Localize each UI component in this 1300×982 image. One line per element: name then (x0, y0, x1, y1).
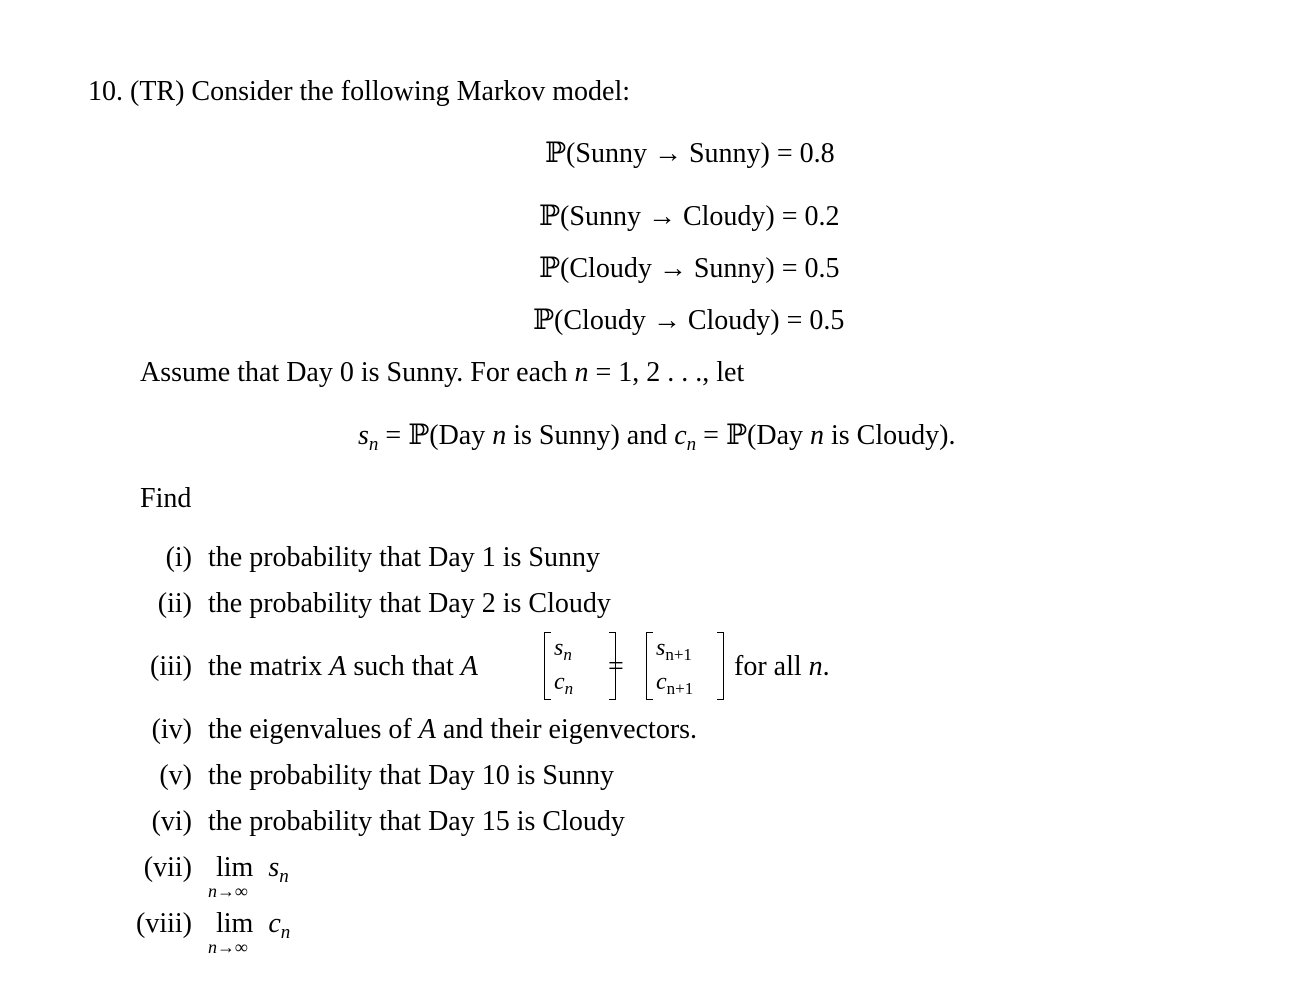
item-text-part: and their eigenvectors. (435, 714, 698, 745)
item-label: (vi) (151, 806, 192, 837)
assumption-part: = 1, 2 . . ., let (588, 357, 745, 388)
variable-c: c (656, 669, 667, 695)
problem-heading (88, 78, 630, 106)
transition-value: = 0.8 (776, 138, 835, 169)
definition-part: = ℙ(Day (696, 420, 810, 451)
vector-entry-bottom (554, 669, 574, 698)
transition-lhs: ℙ(Cloudy → Sunny) (539, 253, 775, 284)
item-label: (ii) (157, 588, 192, 619)
item-label: (v) (159, 760, 192, 791)
variable-c: c (674, 420, 687, 451)
subscript-n: n (280, 922, 291, 943)
transition-value: = 0.2 (781, 201, 840, 232)
item-text-part: . (822, 651, 830, 682)
variable-s: s (554, 635, 564, 661)
assumption-text (140, 359, 744, 387)
item-text-part: the matrix (208, 651, 330, 682)
item-viii (0, 910, 1300, 960)
item-text: the probability that Day 15 is Cloudy (208, 806, 625, 837)
lim-text: lim (216, 852, 254, 883)
item-text: the probability that Day 10 is Sunny (208, 760, 614, 791)
limit-operator (208, 908, 254, 957)
transition-lhs: ℙ(Sunny → Sunny) (545, 138, 770, 169)
item-text-part: for all (734, 651, 809, 682)
item-label: (vii) (143, 852, 192, 883)
vector-entry-bottom (656, 669, 694, 698)
right-bracket (717, 632, 724, 700)
definition-part: = ℙ(Day (378, 420, 493, 451)
subscript-n: n (368, 434, 379, 455)
item-label: (iv) (151, 714, 192, 745)
transition-lhs: ℙ(Sunny → Cloudy) (539, 201, 775, 232)
variable-s: s (268, 852, 280, 883)
problem-intro: (TR) Consider the following Markov model: (130, 76, 631, 107)
transition-sunny-cloudy (539, 203, 840, 231)
variable-A: A (460, 651, 478, 682)
transition-lhs: ℙ(Cloudy → Cloudy) (533, 305, 780, 336)
limit-expression (208, 852, 289, 901)
item-text-c (734, 653, 830, 681)
item-text: the probability that Day 2 is Cloudy (208, 588, 611, 619)
item-label: (iii) (150, 651, 192, 682)
item-text-part: such that (346, 651, 461, 682)
subscript: n+1 (665, 645, 692, 664)
vector-entry-top (554, 635, 572, 664)
subscript: n (564, 679, 574, 698)
variable-n: n (808, 651, 823, 682)
subscript: n (563, 645, 572, 664)
transition-sunny-sunny (545, 140, 835, 168)
item-text (208, 716, 697, 744)
item-text-a (208, 653, 478, 681)
variable-n: n (810, 420, 824, 451)
variable-c: c (554, 669, 565, 695)
definition-equation (358, 420, 956, 455)
item-label: (viii) (136, 908, 192, 939)
definition-part: is Sunny) and (506, 420, 675, 451)
variable-n: n (492, 420, 507, 451)
transition-cloudy-cloudy (533, 307, 844, 335)
item-label: (i) (165, 542, 192, 573)
subscript: n+1 (666, 679, 694, 698)
item-text-part: the eigenvalues of (208, 714, 419, 745)
left-bracket (544, 632, 551, 700)
variable-n: n (574, 357, 589, 388)
item-text: the probability that Day 1 is Sunny (208, 542, 600, 573)
subscript-n: n (279, 866, 289, 887)
find-label: Find (140, 483, 192, 514)
limit-subscript: n→∞ (208, 881, 248, 901)
left-bracket (646, 632, 653, 700)
equals-sign: = (608, 651, 624, 682)
item-iii (0, 632, 1300, 704)
variable-c: c (268, 908, 281, 939)
problem-number: 10. (88, 76, 123, 107)
limit-expression (208, 908, 291, 957)
assumption-part: Assume that Day 0 is Sunny. For each (140, 357, 575, 388)
definition-part: is Cloudy). (824, 420, 956, 451)
limit-subscript: n→∞ (208, 937, 248, 957)
item-vii (0, 854, 1300, 904)
variable-s: s (656, 635, 666, 661)
transition-cloudy-sunny (539, 255, 840, 283)
vector-sn-cn (544, 632, 616, 700)
vector-sn1-cn1 (646, 632, 724, 700)
limit-operator (208, 852, 254, 901)
variable-A: A (418, 714, 436, 745)
transition-value: = 0.5 (786, 305, 845, 336)
variable-A: A (329, 651, 347, 682)
vector-entry-top (656, 635, 692, 664)
subscript-n: n (686, 434, 697, 455)
lim-text: lim (216, 908, 254, 939)
variable-s: s (358, 420, 369, 451)
transition-value: = 0.5 (781, 253, 840, 284)
